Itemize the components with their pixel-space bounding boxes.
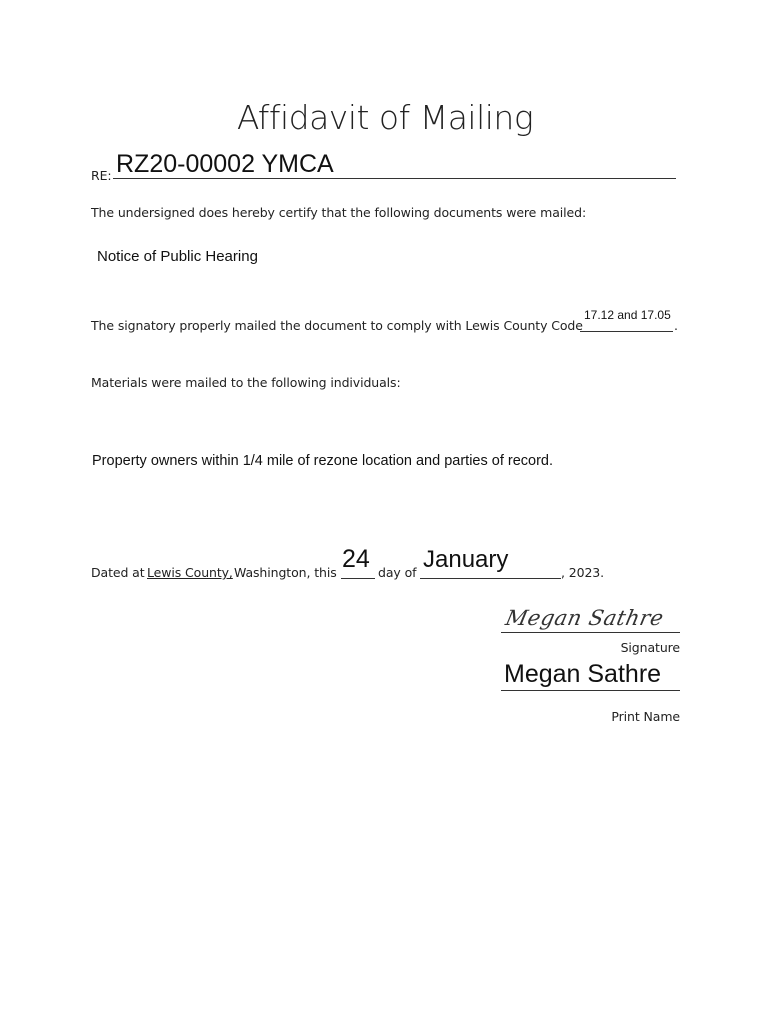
month-underline [420, 578, 561, 579]
dated-prefix: Dated at [91, 565, 145, 580]
print-name-label: Print Name [611, 709, 680, 724]
code-underline [580, 331, 673, 332]
certify-statement: The undersigned does hereby certify that the following documents were mailed: [91, 205, 587, 220]
re-value-field[interactable]: RZ20-00002 YMCA [116, 150, 334, 178]
print-name-underline [501, 690, 680, 691]
documents-mailed-field[interactable]: Notice of Public Hearing [97, 248, 258, 265]
signature-underline [501, 632, 680, 633]
dated-location: Lewis County, [147, 565, 233, 580]
year-text: , 2023. [561, 565, 605, 580]
signature-label: Signature [620, 640, 680, 655]
re-label: RE: [91, 168, 112, 183]
dated-state-text: Washington, this [234, 565, 337, 580]
day-field[interactable]: 24 [342, 545, 370, 573]
document-title: Affidavit of Mailing [236, 98, 534, 137]
recipients-statement: Materials were mailed to the following individuals: [91, 375, 401, 390]
month-field[interactable]: January [423, 546, 509, 573]
print-name-field[interactable]: Megan Sathre [504, 660, 662, 688]
code-value-field[interactable]: 17.12 and 17.05 [584, 308, 671, 322]
code-statement: The signatory properly mailed the document to comply with Lewis County Code [91, 318, 583, 333]
code-period: . [674, 318, 678, 333]
recipients-field[interactable]: Property owners within 1/4 mile of rezone location and parties of record. [92, 453, 554, 469]
signature-handwritten[interactable]: Megan Sathre [503, 606, 666, 630]
day-of-text: day of [378, 565, 417, 580]
day-underline [341, 578, 375, 579]
